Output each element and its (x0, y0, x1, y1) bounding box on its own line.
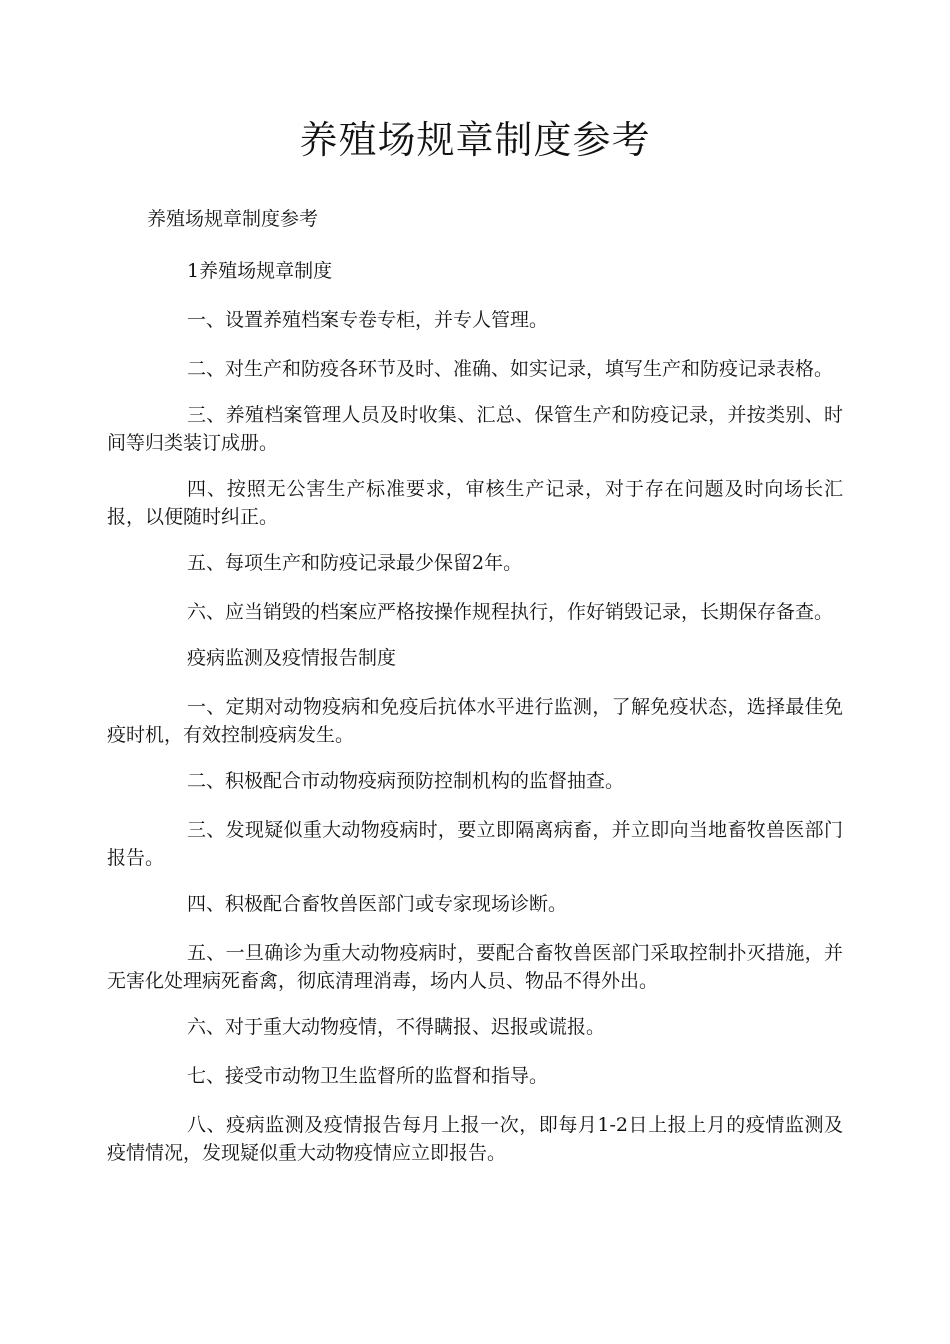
paragraph: 六、对于重大动物疫情，不得瞒报、迟报或谎报。 (187, 1016, 606, 1038)
paragraph: 五、一旦确诊为重大动物疫病时，要配合畜牧兽医部门采取控制扑灭措施，并无害化处理病死畜禽，彻底清理消毒，场内人员、物品不得外出。 (107, 942, 843, 992)
paragraph: 一、定期对动物疫病和免疫后抗体水平进行监测，了解免疫状态，选择最佳免疫时机，有效控制疫病发生。 (107, 696, 843, 746)
paragraph: 三、发现疑似重大动物疫病时，要立即隔离病畜，并立即向当地畜牧兽医部门报告。 (107, 819, 843, 869)
paragraph: 四、按照无公害生产标准要求，审核生产记录，对于存在问题及时向场长汇报，以便随时纠正。 (107, 478, 843, 528)
section-heading-rules: 1养殖场规章制度 (187, 260, 333, 282)
section-heading-epidemic: 疫病监测及疫情报告制度 (187, 647, 397, 669)
paragraph: 三、养殖档案管理人员及时收集、汇总、保管生产和防疫记录，并按类别、时间等归类装订成册。 (107, 404, 843, 454)
paragraph: 七、接受市动物卫生监督所的监督和指导。 (187, 1065, 549, 1087)
paragraph: 五、每项生产和防疫记录最少保留2年。 (187, 552, 523, 574)
document-body (107, 205, 843, 1185)
paragraph: 二、对生产和防疫各环节及时、准确、如实记录，填写生产和防疫记录表格。 (187, 358, 834, 380)
paragraph: 四、积极配合畜牧兽医部门或专家现场诊断。 (187, 893, 568, 915)
document-title: 养殖场规章制度参考 (299, 118, 651, 162)
paragraph: 六、应当销毁的档案应严格按操作规程执行，作好销毁记录，长期保存备查。 (187, 601, 834, 623)
paragraph: 一、设置养殖档案专卷专柜，并专人管理。 (187, 309, 549, 331)
paragraph: 二、积极配合市动物疫病预防控制机构的监督抽查。 (187, 770, 625, 792)
document-subtitle: 养殖场规章制度参考 (147, 208, 319, 230)
paragraph: 八、疫病监测及疫情报告每月上报一次，即每月1-2日上报上月的疫情监测及疫情情况，发现疑似重大动物疫情应立即报告。 (107, 1114, 843, 1164)
